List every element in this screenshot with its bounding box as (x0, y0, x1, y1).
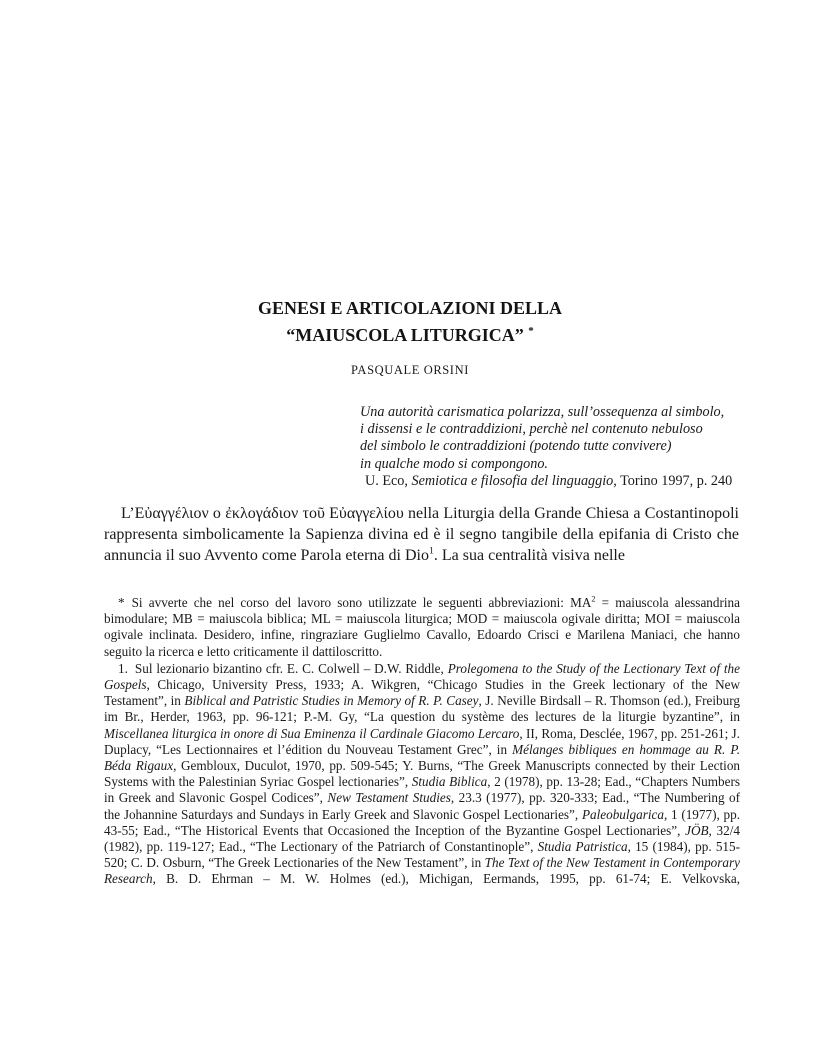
epigraph-attribution (365, 473, 732, 490)
epigraph-attribution-author: U. Eco, (365, 473, 412, 489)
article-title-line-2-text: “MAIUSCOLA LITURGICA” (286, 325, 524, 345)
article-title-line-1: GENESI E ARTICOLAZIONI DELLA (258, 298, 562, 318)
article-title-line-2 (92, 322, 728, 349)
author-name: PASQUALE ORSINI (351, 363, 469, 377)
epigraph-attribution-publication: , Torino 1997, p. 240 (613, 473, 733, 489)
footnote-1-text: Sul lezionario bizantino cfr. E. C. Colwell – D.W. Riddle, Prolegomena to the Study of the Lectionary Text of the Gospels, Chicago, University Press, 1933; A. Wikgren, “Chicago Studies in the Greek lectionary of the New Testament”, in Biblical and Patristic Studies in Memory of R. P. Casey, J. Neville Birdsall – R. Thomson (ed.), Freiburg im Br., Herder, 1963, pp. 96-121; P.-M. Gy, “La question du système des lectures de la liturgie byzantine”, in Miscellanea liturgica in onore di Sua Eminenza il Cardinale Giacomo Lercaro, II, Roma, Desclée, 1967, pp. 251-261; J. Duplacy, “Les Lectionnaires et l’édition du Nouveau Testament Grec”, in Mélanges bibliques en hommage au R. P. Béda Rigaux, Gembloux, Duculot, 1970, pp. 509-545; Y. Burns, “The Greek Manuscripts connected by their Lection Systems with the Palestinian Syriac Gospel lectionaries”, Studia Biblica, 2 (1978), pp. 13-28; Ead., “Chapters Numbers in Greek and Slavonic Gospel Codices”, New Testament Studies, 23.3 (1977), pp. 320-333; Ead., “The Numbering of the Johannine Saturdays and Sundays in Early Greek and Slavonic Gospel Lectionaries”, Paleobulgarica, 1 (1977), pp. 43-55; Ead., “The Historical Events that Occasioned the Inception of the Byzantine Gospel Lectionaries”, JÖB, 32/4 (1982), pp. 119-127; Ead., “The Lectionary of the Patriarch of Constantinople”, Studia Patristica, 15 (1984), pp. 515-520; C. D. Osburn, “The Greek Lectionaries of the New Testament”, in The Text of the New Testament in Contemporary Research, B. D. Ehrman – M. W. Holmes (ed.), Michigan, Eermands, 1995, pp. 61-74; E. Velkovska, (104, 660, 741, 887)
footnote-1-marker: 1. (118, 660, 128, 676)
body-paragraph: L’Εὐαγγέλιον ο ἐκλογάδιον τοῦ Εὐαγγελίου nella Liturgia della Grande Chiesa a Costantinopoli rappresenta simbolicamente la Sapienza divina ed è il segno tangibile della epifania di Cristo che annuncia il suo Avvento come Parola eterna di Dio$^1$. La sua centralità visiva nelle (104, 505, 739, 564)
footnote-star-text: Si avverte che nel corso del lavoro sono utilizzate le seguenti abbreviazioni: $MA^2$ = maiuscola alessandrina bimodulare; MB = maiuscola biblica; ML = maiuscola liturgica; MOD = maiuscola ogivale diritta; MOI = maiuscola ogivale inclinata. Desidero, infine, ringraziare Guglielmo Cavallo, Edoardo Crisci e Marilena Maniaci, che hanno seguito la ricerca e letto criticamente il dattiloscritto. (104, 594, 740, 659)
epigraph-attribution-work-title: Semiotica e filosofia del linguaggio (411, 473, 614, 489)
footnote-1 (104, 661, 740, 888)
article-title (92, 295, 728, 349)
title-footnote-marker: * (528, 325, 534, 337)
footnotes-section (104, 595, 740, 888)
footnote-star (104, 595, 740, 660)
epigraph-quote: Una autorità carismatica polarizza, sull’ossequenza al simbolo, i dissensi e le contraddizioni, perchè nel contenuto nebuloso del simbolo le contraddizioni (potendo tutte convivere) in qualche modo si compongono. (360, 404, 725, 472)
footnote-star-marker: * (118, 595, 125, 610)
